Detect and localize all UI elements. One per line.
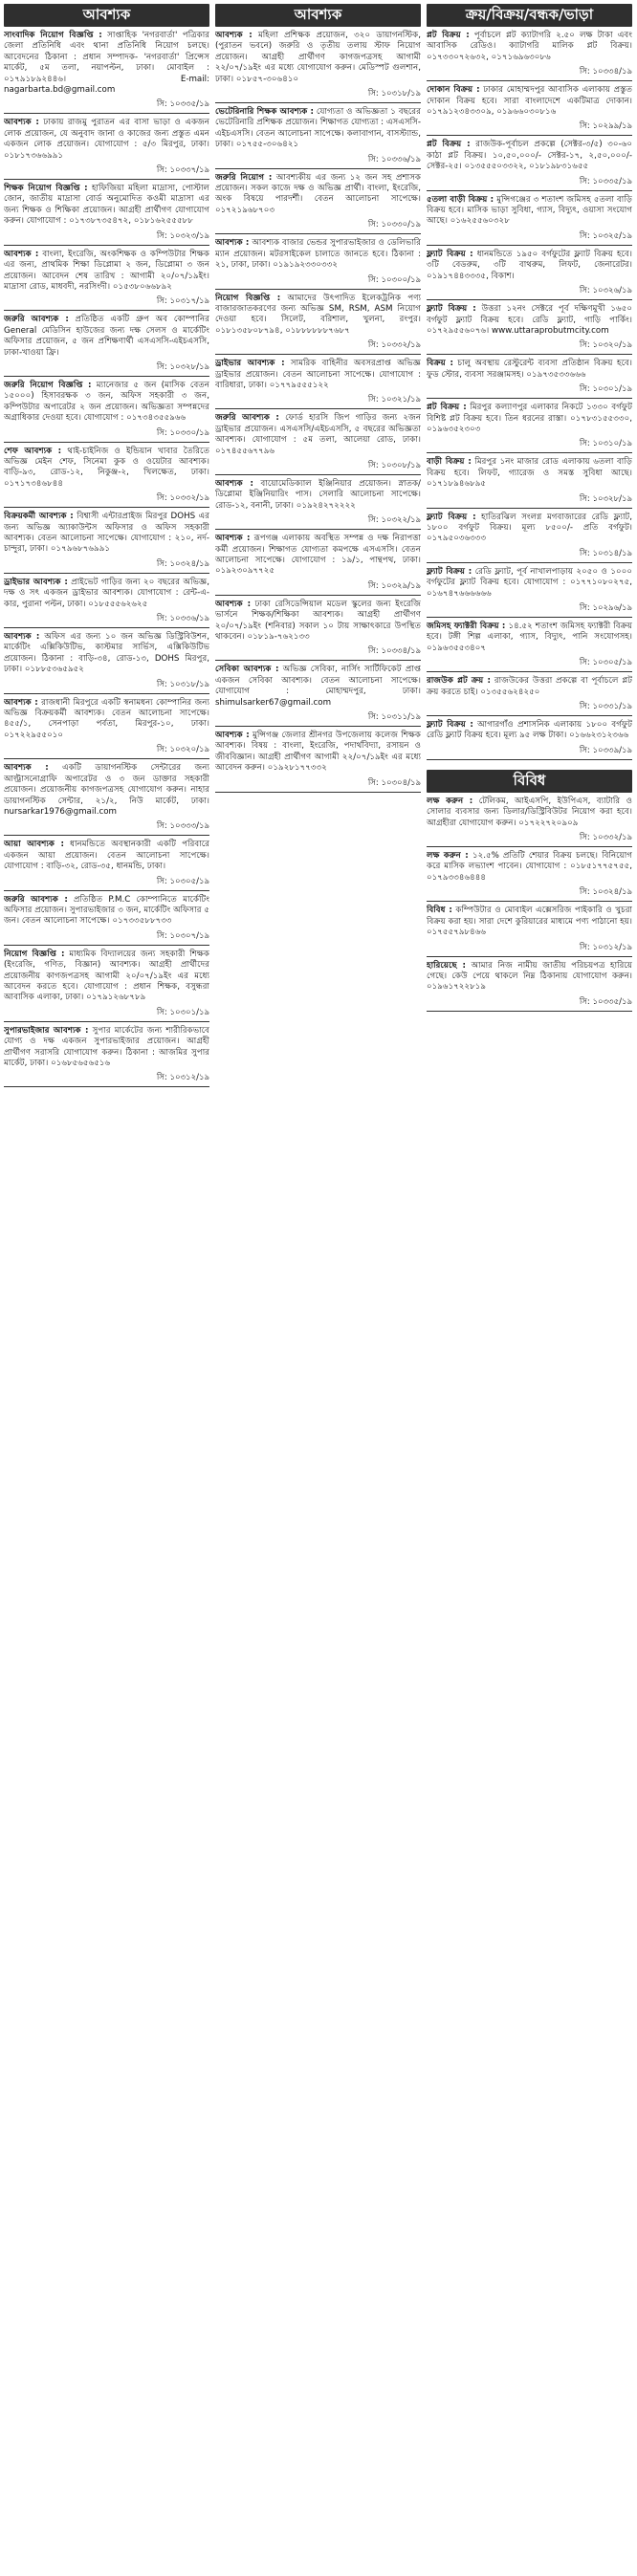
ad-list: [215, 31, 421, 797]
classified-ad: [427, 195, 632, 228]
ad-body: ম্যানেজার ৫ জন (মাসিক বেতন ১৫০০০) হিসাবরক্ষক ৩ জন, অফিস সহকারী ৩ জন, কম্পিউটার অপারেটর ২ জন প্রয়োজন। অভিজ্ঞতা সম্পন্নদের অগ্রাধিকার দেওয়া হবে। যোগাযোগ : ০১৭৩৪৩৫৫৯৬৬: [4, 380, 209, 424]
column-3: [427, 4, 632, 2572]
ad-divider: [4, 1086, 209, 1087]
ad-body: অফিস এর জন্য ১০ জন অভিজ্ঞ ডিস্ট্রিবিউশন, মার্কেটিং এক্সিকিউটিভ, কাস্টমার সার্ভিস, এক্সিকিউটিভ প্রয়োজন। ঠিকানা : বাড়ি-৩৪, রোড-১৩, DOHS মিরপুর, ঢাকা। ০১৮৮৫৩৬৫৯৫২: [4, 632, 209, 675]
ad-body: রাজধানী মিরপুরে একটি স্বনামধন্য কোম্পানির জন্য অভিজ্ঞ বিক্রয়কর্মী আবশ্যক। বেতন আলোচনা সাপেক্ষে। ৪৫৫/১, সেনপাড়া পর্বতা, মিরপুর-১০, ঢাকা। ০১৭২২৯৫৫০১০: [4, 697, 209, 740]
classified-ad: [4, 512, 209, 556]
classified-ad: [427, 85, 632, 118]
classified-ad: [427, 403, 632, 435]
ad-reference-code: সি: ১০৩৩৬/১৯: [156, 614, 209, 624]
ad-reference-code: সি: ১০৩১৮/১৯: [367, 89, 421, 99]
ad-body: ১৪.৫২ শতাংশ জমিসহ ফ্যাক্টরী বিক্রয় হবে। টঙ্গী শিল্প এলাকা, গ্যাস, বিদ্যুৎ, পানি সংযোগসহ। ০১৯৬৩৫৫৩৪০৭: [427, 622, 632, 653]
ad-reference-code: সি: ১০৩২৪/১৯: [579, 887, 632, 898]
ad-reference-code: সি: ১০৩২১/১৯: [367, 395, 421, 405]
ad-title: হারিয়েছে :: [427, 960, 467, 971]
ad-title: জরুরি আবশ্যক :: [4, 315, 69, 325]
classified-ad: [215, 600, 421, 644]
ad-divider: [427, 80, 632, 81]
ad-body: ধানমন্ডিতে অবস্থানকারী একটি পরিবারে একজন আয়া প্রয়োজন। বেতন আলোচনা সাপেক্ষে। যোগাযোগ : বাড়ি-৩২, রোড-৩৫, ধানমন্ডি, ঢাকা।: [4, 840, 209, 872]
ad-title: ফ্ল্যাট বিক্রয় :: [427, 566, 472, 577]
ad-title: জরুরি নিয়োগ :: [215, 172, 273, 183]
classified-ad: [427, 906, 632, 938]
ad-reference-code: সি: ১০৩৩৩/১৯: [156, 821, 209, 832]
ad-title: রাজউক প্লট ক্রয় :: [427, 676, 491, 687]
ad-title: প্লট বিক্রয় :: [427, 140, 471, 150]
ad-body: হাতিরঝিল সংলগ্ন মগবাজারের রেডি ফ্ল্যাট, ১৮০০ বর্গফুট বিক্রয়। মূল্য ৮৫০০/- প্রতি বর্গফুট। ০১৭৯৫০৩৬৩৩৩: [427, 512, 632, 544]
ad-divider: [4, 945, 209, 946]
ad-reference-code: সি: ১০৩২৯/১৯: [367, 580, 421, 591]
ad-divider: [427, 398, 632, 399]
ad-reference-code: সি: ১০৩১২/১৯: [579, 942, 632, 952]
ad-list-misc: [427, 797, 632, 1015]
ad-divider: [4, 113, 209, 114]
ad-title: শেফ আবশ্যক :: [4, 446, 62, 456]
classified-ad: [215, 294, 421, 338]
classified-ad: [215, 479, 421, 512]
classified-ad: [4, 31, 209, 96]
ad-divider: [427, 354, 632, 355]
ad-body: সামরিক বাহিনীর অবসরপ্রাপ্ত অভিজ্ঞ ড্রাইভার প্রয়োজন। বেতন আলোচনা সাপেক্ষে। যোগাযোগ : বারিধারা, ঢাকা। ০১৭৭৯৫৫৫১২২: [215, 359, 421, 390]
classified-ad: [4, 184, 209, 228]
classified-ad: [215, 107, 421, 151]
classified-ad: [427, 31, 632, 63]
classified-ad: [4, 315, 209, 359]
ad-divider: [4, 442, 209, 443]
ad-divider: [427, 299, 632, 300]
ad-reference-code: সি: ১০৩০৫/১৯: [156, 876, 209, 886]
ad-body: আবশ্যকীয় এর জন্য ১২ জন সহ প্রশাসক প্রয়োজন। সকল কাজে দক্ষ ও অভিজ্ঞ প্রার্থী। বাংলা, ইংরেজি, অংক বিষয়ে পারদর্শী। বেতন আলোচনা সাপেক্ষে। ০১৭২১৯৬৮৭০৩: [215, 172, 421, 215]
ad-divider: [4, 573, 209, 574]
classified-ad: [427, 457, 632, 490]
ad-body: মুন্সিগঞ্জের ৩ শতাংশ জমিসহ ৫তলা বাড়ি বিক্রয় হবে। মাসিক ভাড়া সুবিধা, গ্যাস, বিদ্যুৎ, ওয়াসা সংযোগ আছে। ০১৬২৫৫৬০৩২৮: [427, 194, 632, 227]
classified-ad: [215, 731, 421, 775]
ad-title: আবশ্যক :: [215, 238, 250, 249]
classified-ad: [427, 304, 632, 337]
classified-ad: [427, 359, 632, 381]
ad-reference-code: সি: ১০৩৩৭/১৯: [156, 165, 209, 176]
ad-divider: [215, 474, 421, 475]
ad-divider: [4, 890, 209, 891]
ad-title: জরুরি আবশ্যক :: [4, 894, 68, 905]
ad-divider: [4, 507, 209, 508]
classifieds-page: [4, 4, 633, 2572]
ad-reference-code: সি: ১০৩০৭/১৯: [156, 930, 209, 941]
ad-body: বায়োমেডিক্যাল ইঞ্জিনিয়ার প্রয়োজন। স্নাতক/ডিপ্লোমা ইঞ্জিনিয়ারিং পাস। সেলারি আলোচনা সাপেক্ষে। রোড-১২, বনানী, ঢাকা। ০১৯২৪২৭২২২২: [215, 478, 421, 511]
ad-reference-code: সি: ১০৩২০/১৯: [579, 340, 632, 351]
ad-body: প্রতিষ্ঠিত P.M.C কোম্পানিতে মার্কেটিং অফিসার প্রয়োজন। সুপারভাইজার ৩ জন, মার্কেটিং অফিসার ৫ জন। বেতন আলোচনা সাপেক্ষে। ০১৭৩৩৫৮৮৭৩৩: [4, 894, 209, 927]
ad-body: ঢাকা রেসিডেন্সিয়াল মডেল স্কুলের জন্য ইংরেজি ভার্সনে শিক্ষক/শিক্ষিকা আবশ্যক। আগ্রহী প্রার্থীগণ ২০/০৭/১৯ইং (শনিবার) সকাল ১০ টায় সাক্ষাৎকারে উপস্থিত থাকবেন। ০১৮১৯-৭৬২১৩৩: [215, 599, 421, 643]
ad-reference-code: সি: ১০৩৩৫/১৯: [579, 176, 632, 186]
ad-body: কম্পিউটার ও মোবাইল এক্সেসরিজ পাইকারি ও খুচরা বিক্রয় করা হয়। সারা দেশে কুরিয়ারের মাধ্যমে পণ্য পাঠানো হয়। ০১৭৫৫৭৯৮৪৬৬: [427, 906, 632, 938]
classified-ad: [427, 567, 632, 600]
ad-title: ফ্ল্যাট বিক্রয় :: [427, 304, 476, 315]
ad-body: যোগ্যতা ও অভিজ্ঞতা ১ বছরের ভেটেরিনারি প্রশিক্ষক প্রয়োজন। শিক্ষাগত যোগ্যতা : এসএসসি-এইচএসসি। বেতন আলোচনা সাপেক্ষে। কলাবাগান, বাসস্ট্যান্ড, ঢাকা। ০১৭৫৫-৩০৬৪২১: [215, 107, 421, 150]
ad-divider: [215, 660, 421, 661]
section-header: ক্রয়/বিক্রয়/বন্ধক/ভাড়া: [427, 4, 632, 27]
ad-reference-code: সি: ১০৩০১/১৯: [579, 384, 632, 395]
classified-ad: [4, 840, 209, 872]
ad-body: চালু অবস্থায় রেস্টুরেন্ট ব্যবসা প্রতিষ্ঠান বিক্রয় হবে। ফুড স্টোর, ব্যবসা সরঞ্জামসহ। ০১৯৭৩৫৩৩৬৬৬: [427, 359, 632, 380]
ad-reference-code: সি: ১০৩৩৬/১৯: [367, 154, 421, 164]
ad-body: মিরপুর কল্যাণপুর এলাকার নিকটে ১৩৩০ বর্গফুট বিশিষ্ট প্লট বিক্রয় হবে। তিন ধরনের রাস্তা। ০১৭৮৩১৫৫৩৩০, ০১৯৬৩৫২৩০৩: [427, 403, 632, 434]
ad-list: [427, 31, 632, 764]
ad-body: মাধ্যমিক বিদ্যালয়ের জন্য সহকারী শিক্ষক (ইংরেজি, গণিত, বিজ্ঞান) আবশ্যক। আগ্রহী প্রার্থীদের প্রয়োজনীয় কাগজপত্রসহ আগামী ২০/০৭/১৯ইং এর মধ্যে আবেদন করতে হবে। যোগাযোগ : প্রধান শিক্ষক, বসুন্ধরা আবাসিক এলাকা, ঢাকা। ০১৭৯১২৬৮৭৮৯: [4, 949, 209, 1003]
ad-title: বাড়ী বিক্রয় :: [427, 457, 472, 468]
ad-reference-code: সি: ১০৩৩০/১৯: [367, 220, 421, 230]
ad-divider: [4, 245, 209, 246]
ad-title: ফ্ল্যাট বিক্রয় :: [427, 720, 473, 731]
ad-divider: [427, 759, 632, 760]
ad-reference-code: সি: ১০৩০৪/১৯: [367, 777, 421, 788]
classified-ad: [427, 676, 632, 698]
ad-body: আমাদের উৎপাদিত ইলেকট্রনিক পণ্য বাজারজাতকরণের জন্য অভিজ্ঞ SM, RSM, ASM নিয়োগ দেওয়া হবে। সিলেট, বরিশাল, খুলনা, রংপুর। ০১৮১৩৫৮০৮৭৯৪, ০১৮৮৮৮৮৮৭৬৮৭: [215, 293, 421, 336]
ad-body: সুপার মার্কেটের জন্য শারীরিকভাবে যোগ্য ও দক্ষ একজন সুপারভাইজার প্রয়োজন। আগ্রহী প্রার্থীগণ সরাসরি যোগাযোগ করুন। ঠিকানা : আজমির সুপার মার্কেট, ঢাকা। ০১৬৮৫৬৫৬৫১৬: [4, 1025, 209, 1068]
ad-body: একটি ডায়াগনস্টিক সেন্টারের জন্য আল্ট্রাসনোগ্রাফি অপারেটর ও ৩ জন ডাক্তার সহকারী প্রয়োজন। প্রয়োজনীয় কাগজপত্রসহ যোগাযোগ করুন। নাহার ডায়াগনস্টিক সেন্টার, ২১/২, নিউ মার্কেট, ঢাকা। nursarkar1976@gmail.com: [4, 763, 209, 817]
ad-divider: [215, 529, 421, 530]
ad-title: আবশ্যক :: [4, 632, 40, 643]
ad-title: ড্রাইভার আবশ্যক :: [215, 359, 285, 369]
ad-divider: [4, 835, 209, 836]
classified-ad: [4, 1026, 209, 1070]
ad-divider: [4, 310, 209, 311]
ad-title: প্লট বিক্রয় :: [427, 403, 467, 413]
ad-title: দোকান বিক্রয় :: [427, 85, 480, 96]
ad-divider: [427, 508, 632, 509]
section-header-misc: বিবিধ: [427, 770, 632, 793]
ad-reference-code: সি: ১০৩২৪/১৯: [156, 558, 209, 569]
ad-divider: [427, 452, 632, 453]
classified-ad: [215, 413, 421, 457]
ad-body: মুন্সিগঞ্জ জেলার শ্রীনগর উপজেলায় কলেজ শিক্ষক আবশ্যক। বিষয় : বাংলা, ইংরেজি, পদার্থবিদ্যা, রসায়ন ও জীববিজ্ঞান। আগ্রহী প্রার্থীগণ আগামী ২২/০৭/১৯ইং এর মধ্যে আবেদন করুন। ০১৯২৮১৭৭৩৩২: [215, 731, 421, 774]
ad-title: বিক্রয় :: [427, 359, 453, 369]
ad-body: ফোর্ড হারসি জিপ গাড়ির জন্য ২জন ড্রাইভার প্রয়োজন। এসএসসি/এইচএসসি, ৫ বছরের অভিজ্ঞতা আবশ্যক। যোগাযোগ : ৫ম তলা, আলেয়া রোড, ঢাকা। ০১৭৪৫৫৬৭৭৯৬: [215, 413, 421, 456]
ad-reference-code: সি: ১০৩২৫/১৯: [579, 230, 632, 241]
ad-divider: [215, 726, 421, 727]
ad-divider: [427, 190, 632, 191]
ad-title: আবশ্যক :: [4, 118, 39, 128]
classified-ad: [4, 118, 209, 162]
ad-reference-code: সি: ১০২৯৯/১৯: [579, 121, 632, 132]
ad-body: প্রাইভেট গাড়ির জন্য ২০ বছরের অভিজ্ঞ, দক্ষ ও সৎ একজন ড্রাইভার আবশ্যক। যোগাযোগ : রেন্ট-এ-কার, পুরানা পল্টন, ঢাকা। ০১৮৫৫৫৬২৬২৫: [4, 577, 209, 609]
ad-body: রেডি ফ্ল্যাট, পূর্ব নাখালপাড়ায় ২০৫০ ও ১০০০ বর্গফুটের ফ্ল্যাট বিক্রয় হবে। যোগাযোগ : ০১৭৭১০৮০২৭৫, ০১৬৭৪৭৬৬৬৬৬৬: [427, 566, 632, 599]
ad-body: ঢাকার মোহাম্মদপুর আবাসিক এলাকায় প্রস্তুত দোকান বিক্রয় হবে। সারা বাংলাদেশে একটিমাত্র দোকান। ০১৭৯১২৩৪৩৩০৯, ০১৯৬৬০৩০৮১৬: [427, 85, 632, 118]
classified-ad: [4, 447, 209, 491]
ad-title: ফ্ল্যাট বিক্রয় :: [427, 249, 473, 259]
ad-reference-code: সি: ১০৩২৩/১৯: [156, 230, 209, 241]
ad-divider: [215, 289, 421, 290]
ad-title: আবশ্যক :: [4, 763, 49, 774]
ad-body: প্রতিষ্ঠিত একটি গ্রুপ অব কোম্পানির General মেডিসিন হাউজের জন্য দক্ষ সেলস ও মার্কেটিং অফিসার প্রয়োজন, ৫ জন প্রশিক্ষণার্থী এসএসসি-এইচএসসি, ঢাকা-খাওয়া ফ্রি।: [4, 315, 209, 358]
ad-title: লক্ষ করুন :: [427, 796, 473, 806]
ad-body: মহিলা প্রশিক্ষক প্রয়োজন, ৩২০ ডায়াগনস্টিক, (পুরাতন ভবনে) জরুরি ও তৃতীয় তলায় স্টাফ নিয়োগ প্রয়োজন। আগ্রহী প্রার্থীগণ কাগজপত্রসহ আগামী ২২/০৭/১৯ইং এর মধ্যে যোগাযোগ করুন। মেডিস্পট গুলশান, ঢাকা। ০১৮৫৭-৩০৬৪১০: [215, 31, 421, 84]
ad-reference-code: সি: ১০২৯৬/১৯: [579, 603, 632, 613]
ad-body: রাজউকের উত্তরা প্রকল্পে বা পূর্বাচলে প্লট ক্রয় করতে চাই। ০১৩৫৫৬২৪২৫০: [427, 676, 632, 697]
classified-ad: [427, 140, 632, 172]
classified-ad: [427, 961, 632, 993]
ad-divider: [427, 245, 632, 246]
ad-divider: [427, 135, 632, 136]
ad-divider: [4, 758, 209, 759]
ad-reference-code: সি: ১০৩০৮/১৯: [367, 460, 421, 470]
ad-divider: [4, 693, 209, 694]
classified-ad: [215, 31, 421, 85]
classified-ad: [4, 950, 209, 1004]
classified-ad: [4, 578, 209, 610]
ad-title: বিক্রয়কর্মী আবশ্যক :: [4, 512, 74, 522]
ad-reference-code: সি: ১০৩১২/১৯: [156, 1073, 209, 1083]
ad-body: থাই-চাইনিজ ও ইন্ডিয়ান খাবার তৈরিতে অভিজ্ঞ মেইন শেফ, সিনেমা কুক ও ওয়েটার আবশ্যক। বাড়ি-৯৩, রোড-১২, নিকুঞ্জ-২, খিলক্ষেত, ঢাকা। ০১৭১৭৩৪৬৮৪৪: [4, 446, 209, 489]
ad-title: নিয়োগ বিজ্ঞপ্তি :: [4, 949, 65, 959]
ad-title: আবশ্যক :: [4, 697, 38, 708]
ad-reference-code: সি: ১০৩১১/১৯: [367, 712, 421, 723]
classified-ad: [4, 250, 209, 294]
ad-reference-code: সি: ১০৩০১/১৯: [156, 1007, 209, 1017]
ad-divider: [4, 627, 209, 628]
ad-reference-code: সি: ১০৩৩২/১৯: [156, 493, 209, 504]
ad-title: ফ্ল্যাট বিক্রয় :: [427, 512, 476, 522]
ad-reference-code: সি: ১০৩১৪/১৯: [579, 548, 632, 558]
ad-title: সুপারভাইজার আবশ্যক :: [4, 1025, 89, 1036]
ad-divider: [427, 901, 632, 902]
classified-ad: [4, 895, 209, 928]
column-2: [215, 4, 421, 2572]
classified-ad: [215, 534, 421, 578]
ad-reference-code: সি: ১০৩২৬/১৯: [579, 286, 632, 296]
ad-title: প্লট বিক্রয় :: [427, 31, 470, 40]
section-header: আবশ্যক: [215, 4, 421, 27]
ad-reference-code: সি: ১০৩৩৫/১৯: [579, 996, 632, 1007]
ad-title: জরুরি আবশ্যক :: [215, 413, 279, 424]
ad-divider: [4, 1021, 209, 1022]
ad-reference-code: সি: ১০৩৩৯/১৯: [579, 745, 632, 755]
ad-body: আমার নিজ নামীয় জাতীয় পরিচয়পত্র হারিয়ে গেছে। কেউ পেয়ে থাকলে নিম্ন ঠিকানায় যোগাযোগ করুন। ০১৯৬১৭২২৮১৯: [427, 960, 632, 993]
section-header: আবশ্যক: [4, 4, 209, 27]
ad-title: ৫তলা বাড়ী বিক্রয় :: [427, 194, 494, 205]
ad-title: আবশ্যক :: [215, 478, 253, 489]
ad-body: রূপগঞ্জ এলাকায় অবস্থিত সম্পন্ন ও দক্ষ নিরাপত্তা কর্মী প্রয়োজন। শিক্ষাগত যোগ্যতা কমপক্ষে এসএসসি। বেতন আলোচনা সাপেক্ষে। যোগাযোগ : ১৯/১, পান্থপথ, ঢাকা। ০১৯২৩০৯৭৭২৫: [215, 534, 421, 577]
ad-divider: [427, 1011, 632, 1012]
classified-ad: [4, 381, 209, 425]
classified-ad: [427, 622, 632, 654]
ad-body: বাংলা, ইংরেজি, অংকশিক্ষক ও কম্পিউটার শিক্ষক এর জন্য, প্রাথমিক শিক্ষা ডিপ্লোমা ২ জন, ডিপ্লোমা ৩ জন প্রয়োজন। আবেদন শেষ তারিখ : আগামী ২০/০৭/১৯ইং। মাদ্রাসা রোড, মাধবদী, নরসিংদী। ০১৫৩৮০৬৬৮৯২: [4, 249, 209, 292]
ad-title: আবশ্যক :: [215, 31, 253, 40]
ad-reference-code: সি: ১০৩৩৫/১৯: [156, 99, 209, 110]
ad-divider: [215, 408, 421, 409]
ad-title: ড্রাইভার আবশ্যক :: [4, 577, 68, 587]
classified-ad: [215, 238, 421, 271]
ad-divider: [427, 846, 632, 847]
classified-ad: [215, 359, 421, 391]
ad-reference-code: সি: ১০৩৩১/১৯: [579, 702, 632, 712]
ad-divider: [215, 595, 421, 596]
ad-body: মিরপুর ১নং মাজার রোড এলাকায় ৬তলা বাড়ি বিক্রয় হবে। লিফট, গ্যারেজ ও সমস্ত সুবিধা আছে। ০১৭১৮৯৪৬৮৯৫: [427, 457, 632, 490]
classified-ad: [215, 665, 421, 709]
ad-title: আবশ্যক :: [215, 534, 251, 544]
ad-divider: [427, 617, 632, 618]
ad-reference-code: সি: ১০৩৩০/১৯: [156, 427, 209, 438]
ad-reference-code: সি: ১০৩৩২/১৯: [367, 340, 421, 351]
ad-title: সেবিকা আবশ্যক :: [215, 665, 279, 675]
ad-reference-code: সি: ১০৩১৭/১৯: [156, 296, 209, 307]
ad-reference-code: সি: ১০৩৩২/১৯: [579, 833, 632, 843]
ad-divider: [427, 671, 632, 672]
ad-title: ভেটেরিনারি শিক্ষক আবশ্যক :: [215, 107, 314, 118]
ad-divider: [215, 102, 421, 103]
ad-divider: [427, 562, 632, 563]
classified-ad: [4, 698, 209, 742]
ad-body: সাপ্তাহিক 'নগরবার্তা' পত্রিকার জেলা প্রতিনিধি এবং থানা প্রতিনিধি নিয়োগ চলছে। আবেদনের ঠিকানা : প্রধান সম্পাদক- 'নগরবার্তা' প্রিন্সেস মার্কেট, ৫ম তলা, নয়াপল্টন, ঢাকা। মোবাইল : ০১৭৯১৮৯২৪৪৬। E-mail: nagarbarta.bd@gmail.com: [4, 31, 209, 96]
ad-title: আয়া আবশ্যক :: [4, 840, 64, 850]
ad-title: নিয়োগ বিজ্ঞপ্তি :: [215, 293, 281, 303]
ad-title: আবশ্যক :: [4, 249, 39, 259]
classified-ad: [427, 720, 632, 742]
classified-ad: [427, 797, 632, 829]
column-1: [4, 4, 209, 2572]
ad-body: ধানমন্ডিতে ১৯৫০ বর্গফুটের ফ্ল্যাট বিক্রয় হবে। ৩টি বেডরুম, ৩টি বাথরুম, লিফট, জেনারেটর। ০১৯১৭৪৪৩৩৩৫, বিকাশ।: [427, 249, 632, 281]
ad-title: আবশ্যক :: [215, 599, 252, 609]
ad-reference-code: সি: ১০৩২৮/১৯: [156, 361, 209, 372]
ad-divider: [4, 376, 209, 377]
ad-body: হাফিজিয়া মহিলা মাদ্রাসা, পোস্টাল জোন, জাতীয় মাদ্রাসা বোর্ড অনুমোদিত কওমী মাদ্রাসা এর জন্য শিক্ষক ও শিক্ষিকা প্রয়োজন। আগ্রহী প্রার্থীগণ যোগাযোগ করুন। যোগাযোগ : ০১৭৩৮৭৩৫৪৭২, ০১৮১৬২৫৫৫৮৮: [4, 184, 209, 227]
classified-ad: [427, 851, 632, 884]
ad-body: রাজউক-পূর্বাচল প্রকল্পে (সেক্টর-৩/৫) ৩০-৬০ কাঠা প্লট বিক্রয়। ১০,৫০,০০০/- সেক্টর-১৭, ২,৫০,০০০/- সেক্টর-২৫। ০১৩৫৫৫০৩৩২২, ০১৮১৯৮৩১৬৫৫: [427, 140, 632, 172]
ad-divider: [427, 715, 632, 716]
ad-reference-code: সি: ১০৩০৫/১৯: [579, 658, 632, 668]
ad-reference-code: সি: ১০৩৩৪/১৯: [367, 646, 421, 657]
ad-title: সাংবাদিক নিয়োগ বিজ্ঞপ্তি :: [4, 31, 102, 40]
ad-divider: [215, 354, 421, 355]
ad-title: আবশ্যক :: [215, 731, 250, 741]
ad-reference-code: সি: ১০৩১৮/১৯: [156, 679, 209, 689]
ad-reference-code: সি: ১০৩২২/১৯: [367, 515, 421, 526]
ad-body: বিশ্বাসী এন্টারপ্রাইজ মিরপুর DOHS এর জন্য অভিজ্ঞ অ্যাকাউন্টস অফিসার ও অফিস সহকারী আবশ্যক। বেতন আলোচনা সাপেক্ষে। যোগাযোগ : ২১০, নর্দ-চান্দুরা, ঢাকা। ০১৭৯৬৮৭৬৯৯১: [4, 512, 209, 555]
ad-title: শিক্ষক নিয়োগ বিজ্ঞপ্তি :: [4, 184, 88, 194]
ad-body: উত্তরা ১২নং সেক্টরে পূর্ব দক্ষিণমুখী ১৬৫০ বর্গফুট ফ্ল্যাট বিক্রয় হবে। রেডি ফ্ল্যাট, গাড়ি পার্কিং। ০১৭২৯৫৫৬০৭৬। www.uttaraprobutmcity.com: [427, 304, 632, 336]
ad-divider: [215, 233, 421, 234]
ad-divider: [427, 956, 632, 957]
ad-reference-code: সি: ১০৩০০/১৯: [367, 274, 421, 285]
ad-reference-code: সি: ১০৩২০/১৯: [156, 745, 209, 755]
ad-body: ঢাকায় রাজমু পুরাতন এর বাসা ভাড়া ও একজন লোক প্রয়োজন, যে অনুবাদ জানা ও কাজের জন্য প্রস্তুত এমন একজন লোক প্রয়োজন। যোগাযোগ : ৫/৩ মিরপুর, ঢাকা। ০১৮১৭৩৬৬৯৯১: [4, 118, 209, 161]
classified-ad: [4, 763, 209, 818]
ad-divider: [215, 792, 421, 793]
ad-title: জরুরি নিয়োগ বিজ্ঞপ্তি :: [4, 380, 92, 390]
ad-list: [4, 31, 209, 1091]
classified-ad: [4, 632, 209, 676]
ad-body: আবশ্যক বাজার ভেন্ডর সুপারভাইজার ও ডেলিভারি ম্যান প্রয়োজন। মটরসাইকেল চালাতে জানতে হবে। ঠিকানা : ২১, ঢাকা, ঢাকা। ০১৯১৯২৩৩০৩৩২: [215, 238, 421, 271]
ad-reference-code: সি: ১০৩১০/১৯: [579, 439, 632, 449]
ad-title: বিবিধ :: [427, 906, 452, 916]
ad-title: লক্ষ করুন :: [427, 851, 469, 862]
ad-body: অভিজ্ঞ সেবিকা, নার্সিং সার্টিফিকেট প্রাপ্ত একজন সেবিকা আবশ্যক। বেতন আলোচনা সাপেক্ষে। যোগাযোগ : মোহাম্মদপুর, ঢাকা। shimulsarker67@gmail.com: [215, 665, 421, 708]
ad-title: জমিসহ ফ্যাক্টরী বিক্রয় :: [427, 622, 506, 631]
classified-ad: [215, 173, 421, 217]
ad-body: টেলিকম, আইএসপি, ইউপিএস, ব্যাটারি ও সোলার ব্যবসার জন্য ডিলার/ডিস্ট্রিবিউটর নিয়োগ করা হবে। আগ্রহীরা যোগাযোগ করুন। ০১৭২২৭২০৯০৯: [427, 796, 632, 828]
classified-ad: [427, 250, 632, 282]
classified-ad: [427, 513, 632, 545]
ad-body: পূর্বাচলে প্লট ক্যাটাগরি ২.৫০ লক্ষ টাকা এবং আবাসিক রেডিও। ক্যাটাগরি মালিক প্লট বিক্রয়। ০১৭৩৩০৭২৬৩২, ০১৭১৬৯৬৩০৮৬: [427, 31, 632, 62]
ad-divider: [215, 168, 421, 169]
ad-body: ১২.৫% প্রতিটি শেয়ার বিক্রয় চলছে। বিনিয়োগ করে মাসিক লভ্যাংশ পাবেন। যোগাযোগ : ০১৮৫১৭৭৫৭৫৫, ০১৭৯৩৩৪৬৪৪৪: [427, 851, 632, 883]
ad-body: আগারগাঁও প্রশাসনিক এলাকায় ১৮০০ বর্গফুট রেডি ফ্ল্যাট বিক্রয় হবে। মূল্য ৯৫ লক্ষ টাকা। ০১৬৬২৩১২৩৬৬: [427, 720, 632, 741]
ad-reference-code: সি: ১০৩৩৪/১৯: [579, 67, 632, 77]
ad-reference-code: সি: ১০৩২৮/১৯: [579, 493, 632, 504]
ad-divider: [4, 179, 209, 180]
